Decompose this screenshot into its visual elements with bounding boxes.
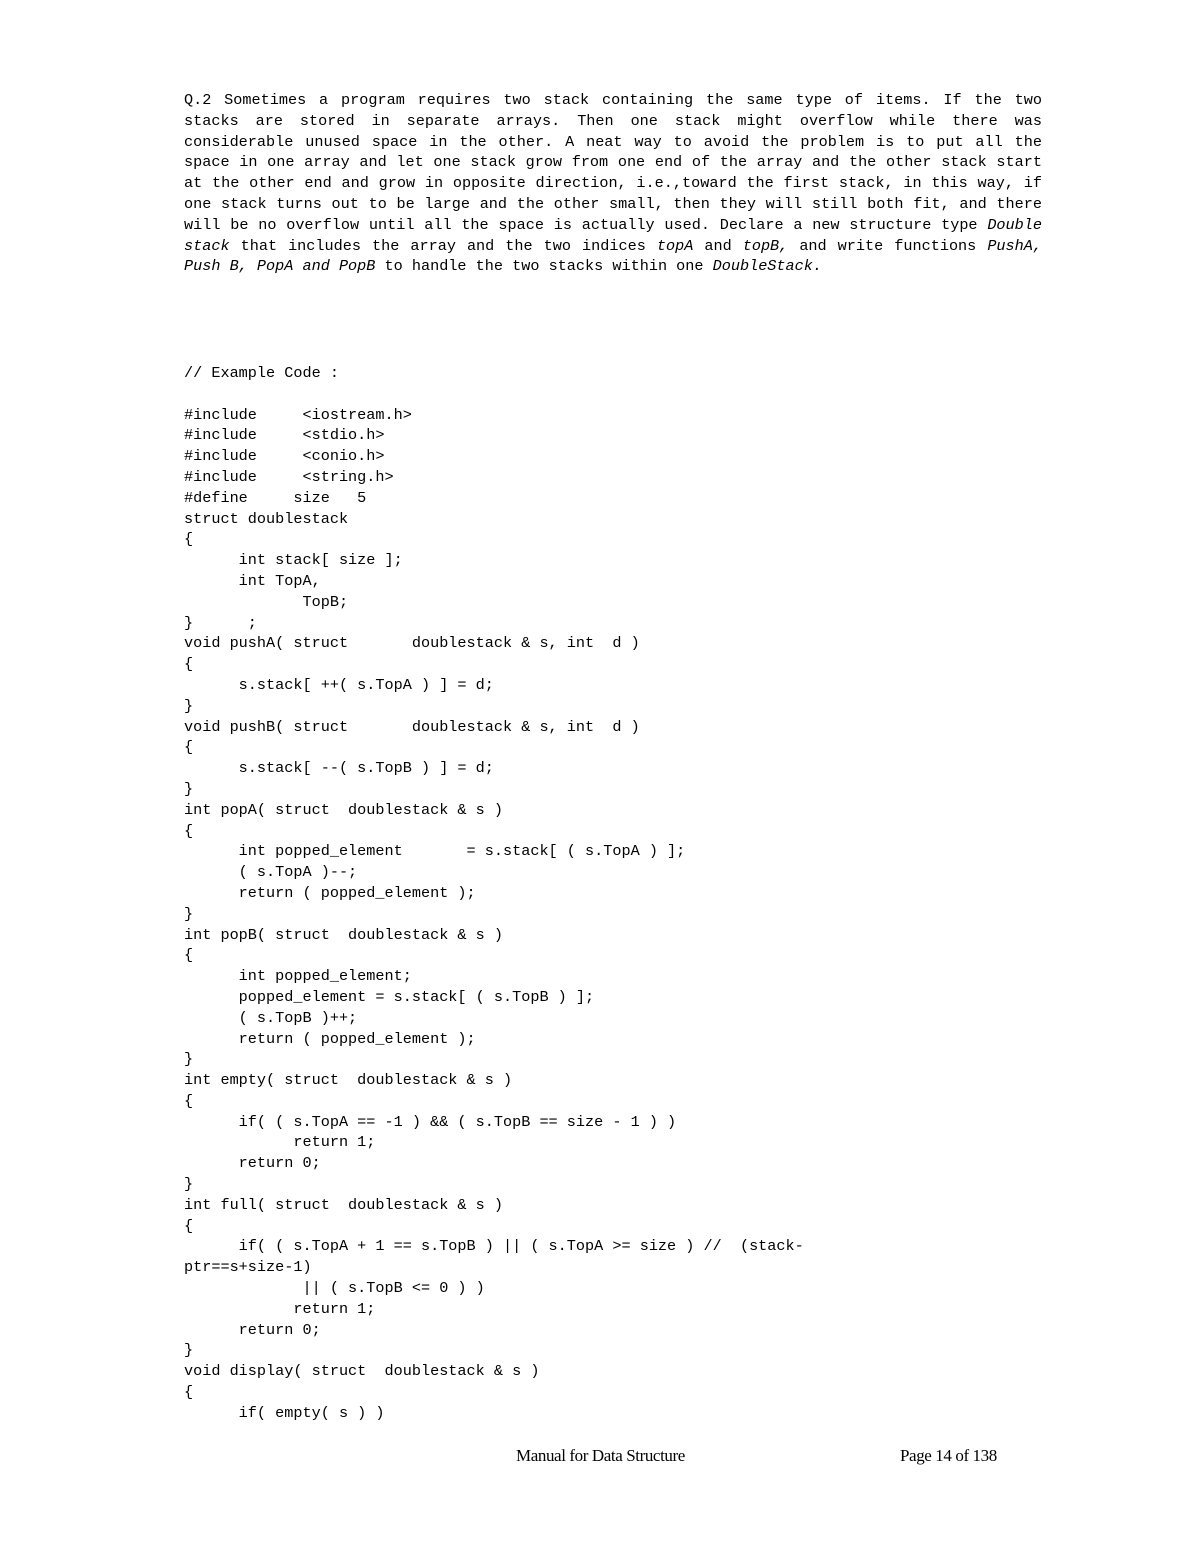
code-line: return 0; [184,1154,321,1173]
code-line: { [184,821,194,840]
code-block [184,363,1044,1424]
code-line: || ( s.TopB <= 0 ) ) [184,1279,485,1298]
code-line: int TopA, [184,571,321,590]
code-line: } [184,779,194,798]
code-line: { [184,1216,194,1235]
code-line: } ; [184,613,257,632]
code-line: #define size 5 [184,488,367,507]
term-topb: topB, [742,236,789,255]
term-topa: topA [656,236,694,255]
code-line: } [184,904,194,923]
footer-page-number: Page 14 of 138 [900,1446,997,1465]
code-line: } [184,1341,194,1360]
code-line: ( s.TopA )--; [184,863,358,882]
term-doublestack: DoubleStack. [712,257,822,276]
term-functions: PushA, Push B, PopA and PopB [184,236,1042,276]
question-part-4: and write functions [788,236,988,255]
code-line: return 1; [184,1133,376,1152]
code-line: return 1; [184,1299,376,1318]
code-line: { [184,1383,194,1402]
code-line: { [184,946,194,965]
code-line: return ( popped_element ); [184,883,476,902]
code-line: int full( struct doublestack & s ) [184,1195,503,1214]
code-line: s.stack[ ++( s.TopA ) ] = d; [184,675,494,694]
code-line: if( ( s.TopA + 1 == s.TopB ) || ( s.TopA >= size ) // (stack- [184,1237,804,1256]
code-line: int empty( struct doublestack & s ) [184,1071,513,1090]
code-line: return 0; [184,1320,321,1339]
code-line: // Example Code : [184,364,339,382]
code-line: } [184,696,194,715]
code-line: { [184,655,194,674]
code-line: if( empty( s ) ) [184,1403,385,1422]
code-line: struct doublestack [184,509,349,528]
code-line: ( s.TopB )++; [184,1008,358,1027]
code-line: int popped_element = s.stack[ ( s.TopA ) ]; [184,842,686,861]
code-line: } [184,1175,194,1194]
question-part-5: to handle the two stacks within one [375,257,713,276]
code-line: void display( struct doublestack & s ) [184,1362,540,1381]
code-line: { [184,530,194,549]
code-line: #include <iostream.h> [184,405,412,424]
code-line: int stack[ size ]; [184,551,403,570]
question-part-2: that includes the array and the two indices [229,236,657,255]
code-line: if( ( s.TopA == -1 ) && ( s.TopB == size - 1 ) ) [184,1112,677,1131]
footer-title: Manual for Data Structure [516,1446,685,1465]
question-text [184,90,1042,277]
code-line: #include <stdio.h> [184,426,385,445]
code-line: TopB; [184,592,349,611]
code-line: #include <conio.h> [184,447,385,466]
code-line: return ( popped_element ); [184,1029,476,1048]
code-line: ptr==s+size-1) [184,1258,312,1277]
code-line: void pushB( struct doublestack & s, int d ) [184,717,640,736]
code-line: void pushA( struct doublestack & s, int d ) [184,634,640,653]
code-line: { [184,1091,194,1110]
question-part-1: Q.2 Sometimes a program requires two stack containing the same type of items. If the two stacks are stored in separate arrays. Then one stack might overflow while there was considerable unused space in the other. A neat way to avoid the problem is to put all the space in one array and let one stack grow from one end of the array and the other stack start at the other end and grow in opposite direction, i.e.,toward the first stack, in this way, if one stack turns out to be large and the other small, then they will still both fit, and there will be no overflow until all the space is actually used. Declare a new structure type [184,91,1042,234]
code-line: int popA( struct doublestack & s ) [184,800,503,819]
code-line: popped_element = s.stack[ ( s.TopB ) ]; [184,987,595,1006]
code-line: #include <string.h> [184,467,394,486]
code-line: int popped_element; [184,967,412,986]
term-double-stack: Double stack [184,215,1042,255]
code-line: } [184,1050,194,1069]
question-part-3: and [693,236,743,255]
code-line: int popB( struct doublestack & s ) [184,925,503,944]
code-line [184,384,1044,405]
code-line: s.stack[ --( s.TopB ) ] = d; [184,759,494,778]
code-line: { [184,738,194,757]
